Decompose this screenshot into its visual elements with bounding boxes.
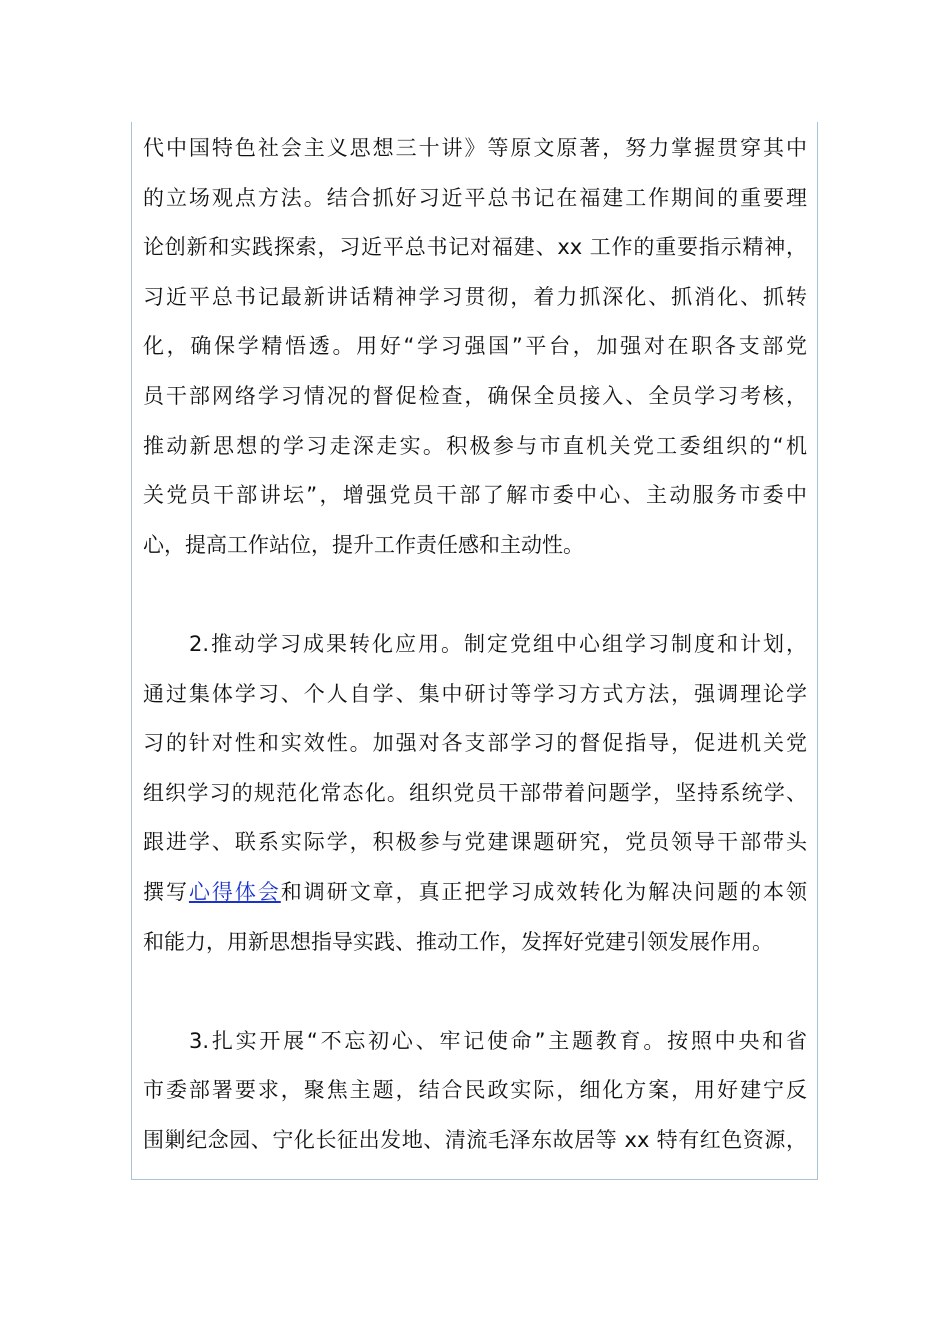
text-fragment: 撰写: [143, 879, 189, 904]
text-fragment: 和调研文章，真正把学习成效转化为解决问题的本领: [280, 879, 807, 904]
text-line: 3.扎实开展“不忘初心、牢记使命”主题教育。按照中央和省: [189, 1028, 807, 1053]
text-line: 2.推动学习成果转化应用。制定党组中心组学习制度和计划，: [189, 631, 807, 656]
text-line: 和能力，用新思想指导实践、推动工作，发挥好党建引领发展作用。: [143, 929, 773, 954]
text-line: 市委部署要求，聚焦主题，结合民政实际，细化方案，用好建宁反: [143, 1078, 807, 1103]
paragraph-2: [143, 620, 807, 967]
text-line: 化，确保学精悟透。用好“学习强国”平台，加强对在职各支部党: [143, 334, 807, 359]
text-line: 员干部网络学习情况的督促检查，确保全员接入、全员学习考核，: [143, 383, 807, 408]
text-line: 代中国特色社会主义思想三十讲》等原文原著，努力掌握贯穿其中: [143, 136, 807, 160]
text-line: 跟进学、联系实际学，积极参与党建课题研究，党员领导干部带头: [143, 830, 807, 855]
text-line: 论创新和实践探索，习近平总书记对福建、xx 工作的重要指示精神，: [143, 235, 807, 260]
xinde-tihui-link[interactable]: 心得体会: [188, 879, 281, 904]
text-line: 围剿纪念园、宁化长征出发地、清流毛泽东故居等 xx 特有红色资源，: [143, 1127, 807, 1152]
text-line: 习的针对性和实效性。加强对各支部学习的督促指导，促进机关党: [143, 731, 807, 756]
document-body: [143, 124, 807, 1165]
text-line-with-link: [143, 868, 807, 918]
paragraph-1: [143, 124, 807, 570]
paragraph-gap: [143, 570, 807, 620]
text-line: 心，提高工作站位，提升工作责任感和主动性。: [143, 532, 584, 557]
text-line: 关党员干部讲坛”，增强党员干部了解市委中心、主动服务市委中: [143, 483, 807, 508]
text-line: 通过集体学习、个人自学、集中研讨等学习方式方法，强调理论学: [143, 681, 807, 706]
paragraph-gap: [143, 967, 807, 1017]
text-line: 推动新思想的学习走深走实。积极参与市直机关党工委组织的“机: [143, 433, 807, 458]
text-line: 的立场观点方法。结合抓好习近平总书记在福建工作期间的重要理: [143, 185, 807, 210]
text-line: 组织学习的规范化常态化。组织党员干部带着问题学，坚持系统学、: [143, 780, 807, 805]
text-line: 习近平总书记最新讲话精神学习贯彻，着力抓深化、抓消化、抓转: [143, 284, 807, 309]
paragraph-3: [143, 1017, 807, 1166]
